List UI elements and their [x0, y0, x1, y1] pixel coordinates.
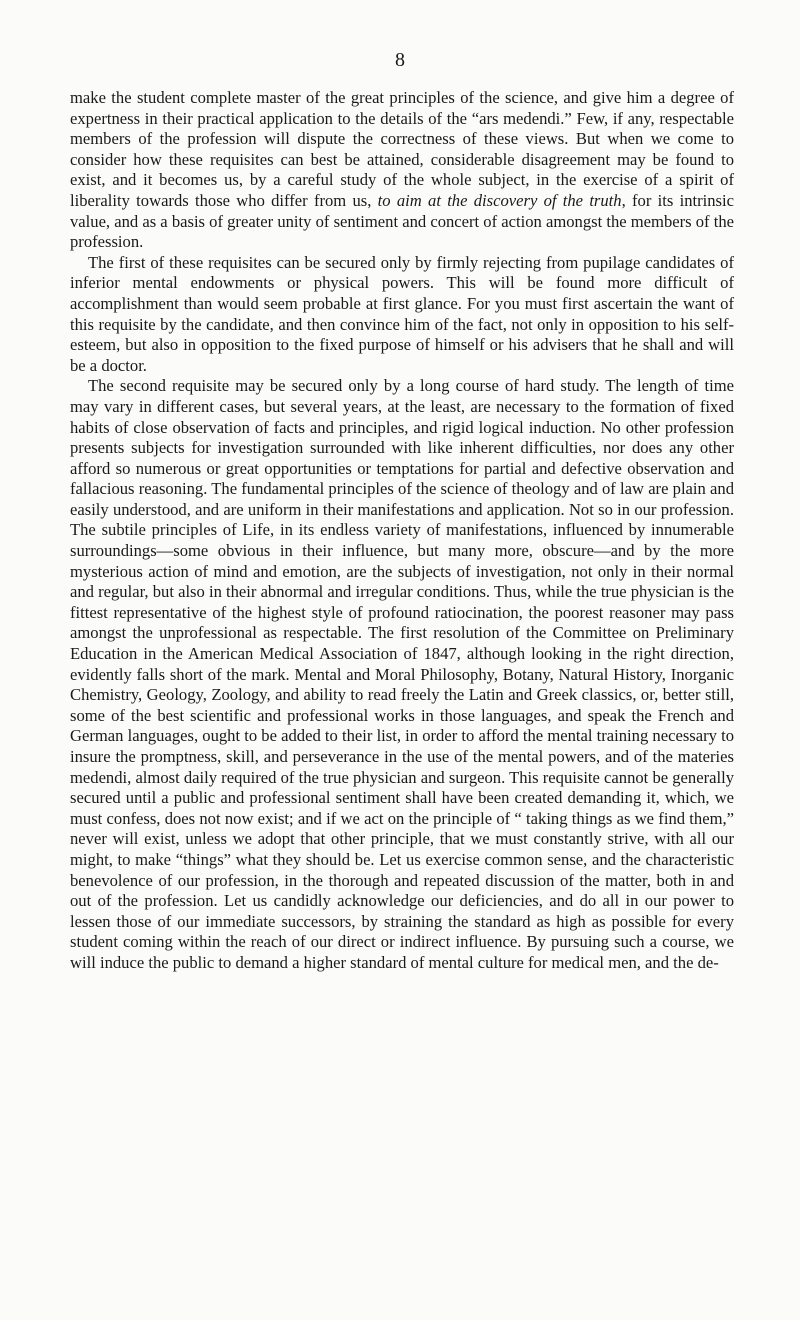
paragraph-1-segment-3: , for its intrinsic value, and as a basis of greater unity of sentiment and concert of action amongst the members of the profession.	[70, 190, 734, 252]
paragraph-3	[70, 376, 734, 973]
paragraph-1-italic-phrase: to aim at the discovery of the truth	[377, 190, 622, 210]
paragraph-2-text: The first of these requisites can be secured only by firmly rejecting from pupilage candidates of inferior mental endowments or physical powers. This will be found more difficult of accomplishment than would seem probable at first glance. For you must first ascertain the want of this requisite by the candidate, and then convince him of the fact, not only in opposition to his self-esteem, but also in opposition to the fixed purpose of himself or his advisers that he shall and will be a doctor.	[70, 252, 734, 375]
paragraph-1	[70, 88, 734, 253]
paragraph-3-text: The second requisite may be secured only by a long course of hard study. The length of time may vary in different cases, but several years, at the least, are necessary to the formation of fixed habits of close observation of facts and principles, and rigid logical induction. No other profession presents subjects for investigation surrounded with like inherent difficulties, nor does any other afford so numerous or great opportunities or temptations for partial and defective observation and fallacious reasoning. The fundamental principles of the science of theology and of law are plain and easily understood, and are uniform in their manifestations and application. Not so in our profession. The subtile principles of Life, in its endless variety of manifestations, influenced by innumerable surroundings—some obvious in their influence, but many more, obscure—and by the more mysterious action of mind and emotion, are the subjects of investigation, not only in their normal and regular, but also in their abnormal and irregular conditions. Thus, while the true physician is the fittest representative of the highest style of profound ratiocination, the poorest reasoner may pass amongst the unprofessional as respectable. The first resolution of the Committee on Preliminary Education in the American Medical Association of 1847, although looking in the right direction, evidently falls short of the mark. Mental and Moral Philosophy, Botany, Natural History, Inorganic Chemistry, Geology, Zoology, and ability to read freely the Latin and Greek classics, or, better still, some of the best scientific and professional works in those languages, and speak the French and German languages, ought to be added to their list, in order to afford the mental training necessary to insure the promptness, skill, and perseverance in the use of the mental powers, and of the materies medendi, almost daily required of the true physician and surgeon. This requisite cannot be generally secured until a public and professional sentiment shall have been created demanding it, which, we must confess, does not now exist; and if we act on the principle of “ taking things as we find them,” never will exist, unless we adopt that other principle, that we must constantly strive, with all our might, to make “things” what they should be. Let us exercise common sense, and the characteristic benevolence of our profession, in the thorough and repeated discussion of the matter, both in and out of the profession. Let us candidly acknowledge our deficiencies, and do all in our power to lessen those of our immediate successors, by straining the standard as high as possible for every student coming within the reach of our direct or indirect influence. By pursuing such a course, we will induce the public to demand a higher standard of mental culture for medical men, and the de-	[70, 376, 734, 972]
paragraph-1-segment-1: make the student complete master of the great principles of the science, and give him a degree of expertness in their practical application to the details of the “ars medendi.” Few, if any, respectable members of the profession will dispute the correctness of these views. But when we come to consider how these requisites can best be attained, considerable disagreement may be found to exist, and it becomes us, by a careful study of the whole subject, in the exercise of a spirit of liberality towards those who differ from us,	[70, 88, 734, 210]
page-number: 8	[395, 49, 405, 71]
paragraph-2	[70, 253, 734, 377]
body-text	[70, 88, 734, 974]
